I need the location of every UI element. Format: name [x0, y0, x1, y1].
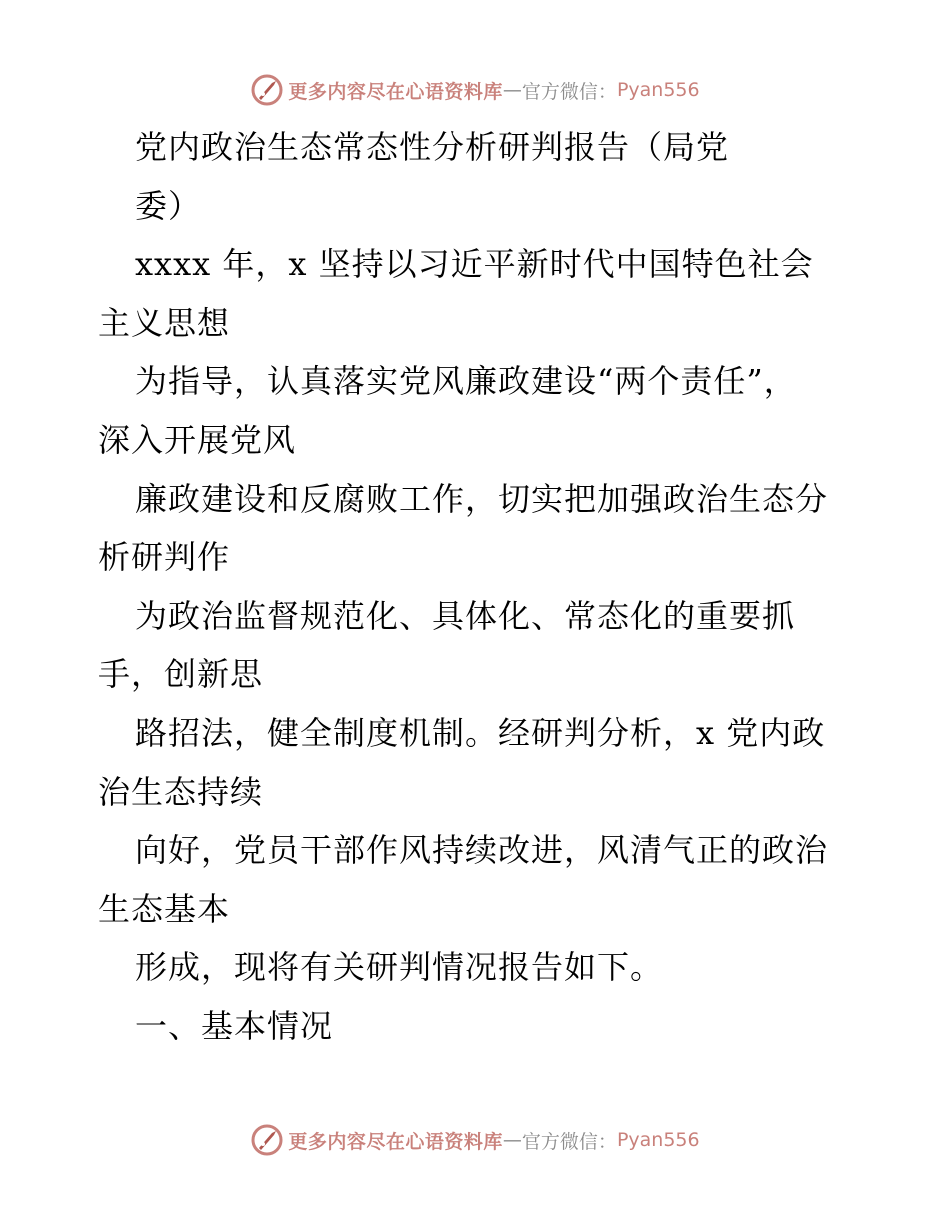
wechat-id: Pyan556: [616, 79, 700, 101]
watermark-text: 更多内容尽在心语资料库: [288, 80, 503, 103]
watermark-separator: —: [502, 1129, 522, 1151]
paragraph-line: 为指导，认真落实党风廉政建设“两个责任”，: [135, 362, 797, 401]
section-heading: 一、基本情况: [135, 1006, 334, 1045]
paragraph-line: 形成，现将有关研判情况报告如下。: [135, 948, 664, 987]
paragraph-line: 析研判作: [98, 538, 231, 577]
paragraph-line: 手，创新思: [98, 655, 264, 694]
paragraph-line: xxxx 年，x 坚持以习近平新时代中国特色社会: [135, 245, 814, 284]
paragraph-line: 治生态持续: [98, 772, 264, 811]
wechat-id: Pyan556: [616, 1129, 700, 1151]
watermark-text: 更多内容尽在心语资料库: [288, 1130, 503, 1153]
paragraph-line: 主义思想: [98, 303, 231, 342]
paragraph-line: 为政治监督规范化、具体化、常态化的重要抓: [135, 596, 796, 635]
watermark-separator: —: [502, 79, 522, 101]
footer-watermark: [0, 1120, 950, 1160]
quill-pen-logo-icon: [250, 73, 284, 107]
paragraph-line: 廉政建设和反腐败工作，切实把加强政治生态分: [135, 479, 829, 518]
wechat-label: 官方微信：: [521, 80, 617, 103]
paragraph-line: 生态基本: [98, 889, 231, 928]
quill-pen-logo-icon: [250, 1123, 284, 1157]
paragraph-line: 路招法，健全制度机制。经研判分析，x 党内政: [135, 713, 826, 752]
wechat-label: 官方微信：: [521, 1130, 617, 1153]
document-title-line-1: 党内政治生态常态性分析研判报告（局党: [135, 128, 730, 166]
paragraph-line: 深入开展党风: [98, 420, 297, 459]
document-body: [98, 118, 858, 1056]
document-title-line-2: 委）: [135, 186, 202, 225]
paragraph-line: 向好，党员干部作风持续改进，风清气正的政治: [135, 831, 829, 870]
header-watermark: [0, 70, 950, 110]
